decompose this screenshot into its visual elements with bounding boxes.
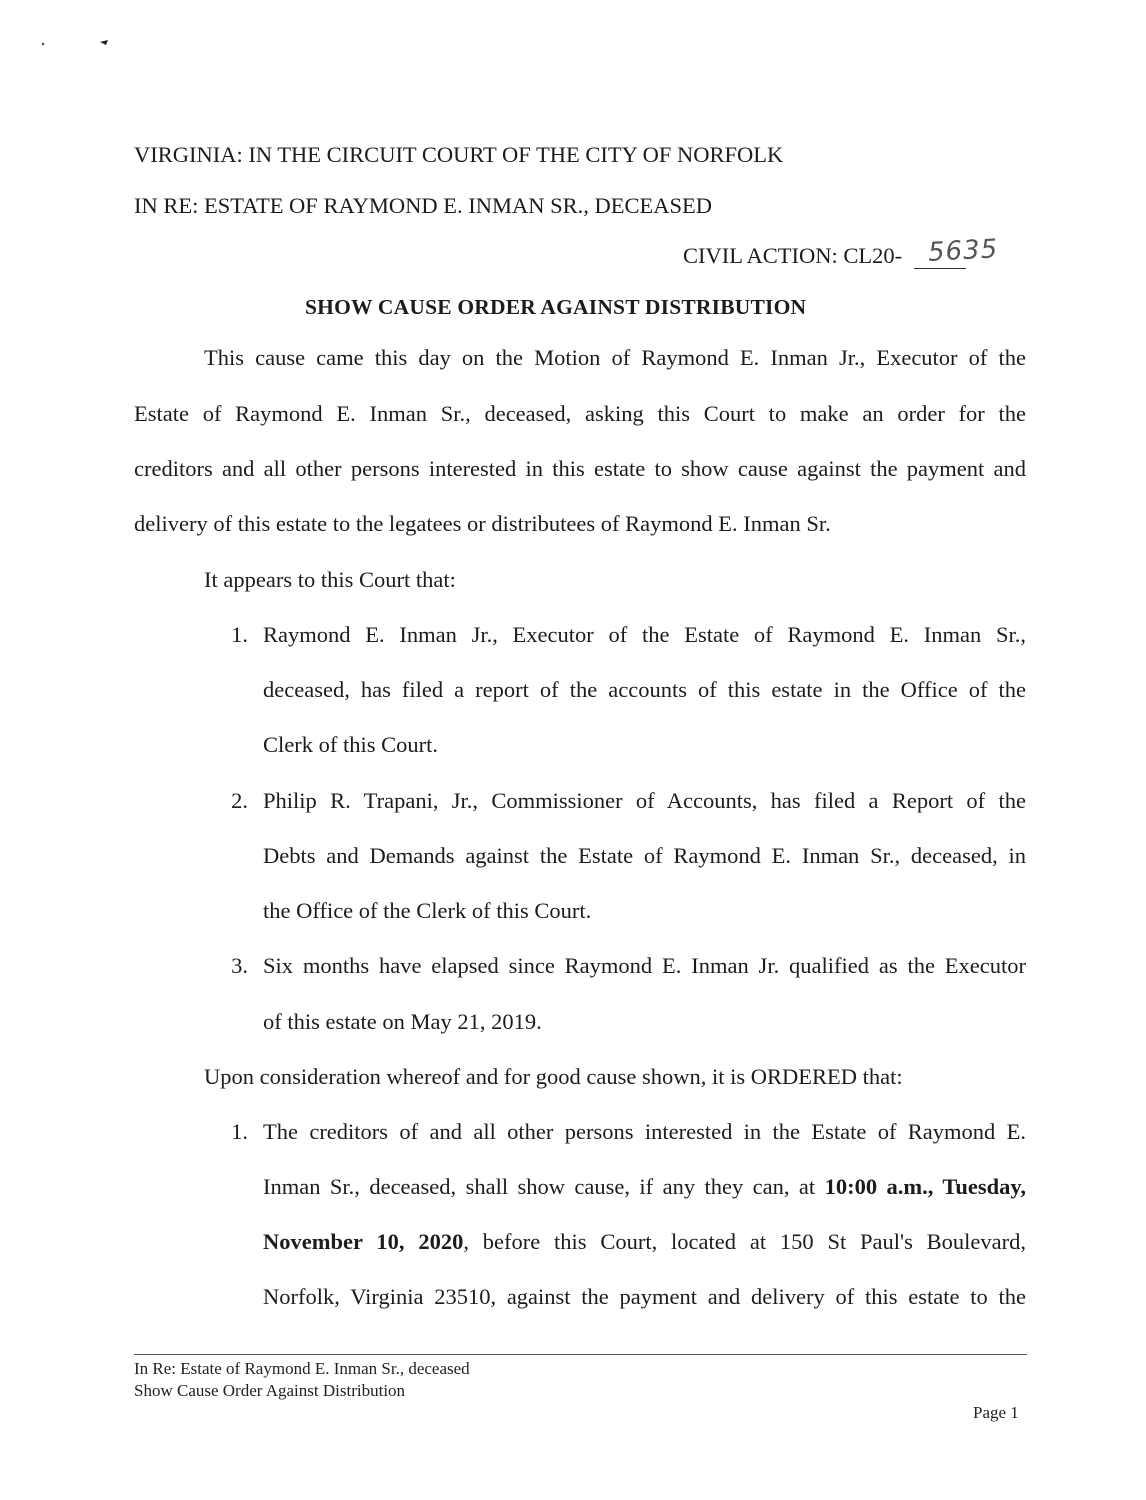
order-text: , before this Court, located at 150 St Paul's Boulevard,	[463, 1229, 1027, 1254]
finding-line: Debts and Demands against the Estate of Raymond E. Inman Sr., deceased, in	[263, 843, 1026, 868]
case-number-underline	[914, 268, 966, 269]
footer-case-line: In Re: Estate of Raymond E. Inman Sr., deceased	[134, 1359, 470, 1378]
finding-line: deceased, has filed a report of the accounts of this estate in the Office of the	[263, 677, 1026, 702]
order-line: The creditors of and all other persons interested in the Estate of Raymond E.	[263, 1119, 1026, 1144]
footer-title-line: Show Cause Order Against Distribution	[134, 1381, 406, 1400]
finding-line: of this estate on May 21, 2019.	[263, 1009, 542, 1034]
order-line: Norfolk, Virginia 23510, against the payment and delivery of this estate to the	[263, 1284, 1026, 1309]
document-title: SHOW CAUSE ORDER AGAINST DISTRIBUTION	[305, 295, 807, 319]
civil-action-label: CIVIL ACTION: CL20-	[683, 243, 903, 268]
order-line	[263, 1176, 1026, 1199]
finding-number: 3.	[231, 953, 248, 978]
finding-line: Philip R. Trapani, Jr., Commissioner of Accounts, has filed a Report of the	[263, 788, 1026, 813]
intro-line: Estate of Raymond E. Inman Sr., deceased, asking this Court to make an order for the	[134, 401, 1026, 426]
finding-number: 1.	[231, 622, 248, 647]
order-number: 1.	[231, 1119, 248, 1144]
order-text: Inman Sr., deceased, shall show cause, if any they can, at	[263, 1174, 816, 1199]
intro-line: creditors and all other persons interested in this estate to show cause against the payment and	[134, 456, 1026, 481]
footer-rule	[134, 1354, 1027, 1355]
handwritten-case-number: 5635	[927, 234, 999, 268]
scan-specks	[0, 0, 140, 60]
intro-line: delivery of this estate to the legatees or distributees of Raymond E. Inman Sr.	[134, 511, 831, 536]
in-re-heading: IN RE: ESTATE OF RAYMOND E. INMAN SR., DECEASED	[134, 193, 713, 218]
finding-line: Raymond E. Inman Jr., Executor of the Estate of Raymond E. Inman Sr.,	[263, 622, 1026, 647]
order-line	[263, 1231, 1026, 1254]
finding-line: Clerk of this Court.	[263, 732, 438, 757]
finding-number: 2.	[231, 788, 248, 813]
court-heading: VIRGINIA: IN THE CIRCUIT COURT OF THE CITY OF NORFOLK	[134, 142, 784, 167]
finding-line: Six months have elapsed since Raymond E. Inman Jr. qualified as the Executor	[263, 953, 1026, 978]
intro-line: This cause came this day on the Motion of Raymond E. Inman Jr., Executor of the	[204, 345, 1026, 370]
hearing-date: November 10, 2020	[263, 1229, 464, 1254]
ordered-line: Upon consideration whereof and for good cause shown, it is ORDERED that:	[204, 1064, 903, 1089]
finding-line: the Office of the Clerk of this Court.	[263, 898, 592, 923]
page-number: Page 1	[973, 1403, 1019, 1422]
hearing-time: 10:00 a.m., Tuesday,	[824, 1174, 1026, 1199]
appears-line: It appears to this Court that:	[204, 567, 456, 592]
